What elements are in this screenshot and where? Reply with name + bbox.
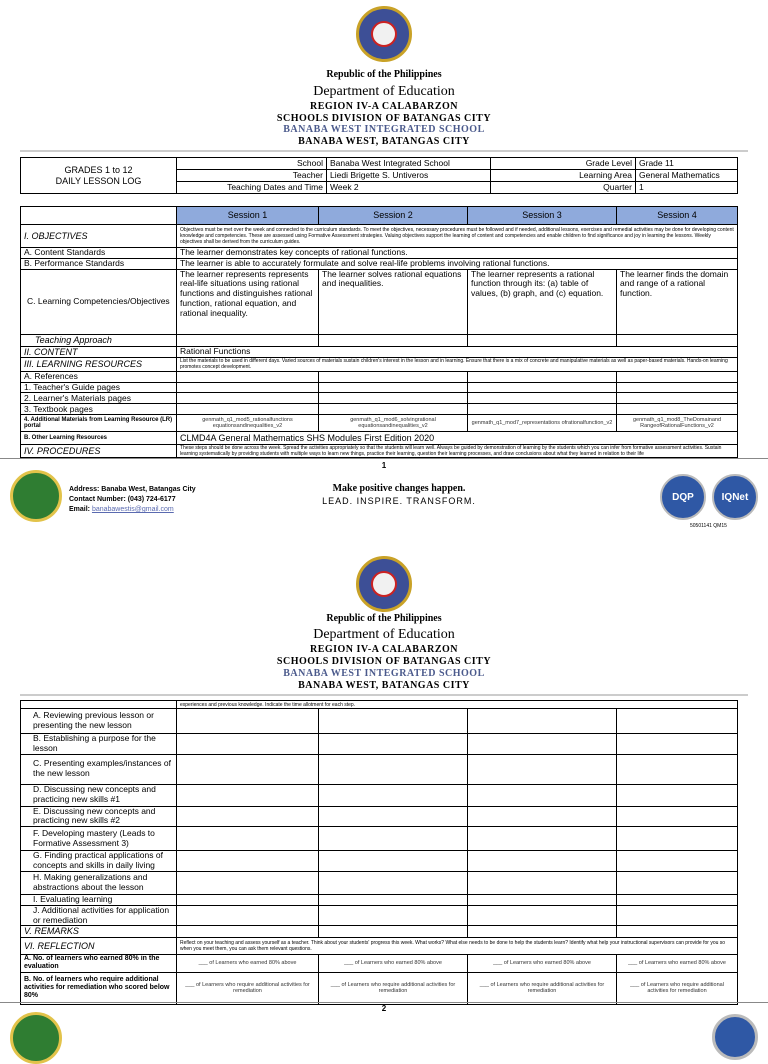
blank-cell [21, 207, 177, 225]
teacher-label: Teacher [177, 170, 327, 182]
divider [20, 694, 748, 696]
references-label: A. References [21, 371, 177, 382]
content-standards-value: The learner demonstrates key concepts of rational functions. [177, 248, 738, 259]
remarks-heading: V. REMARKS [21, 926, 177, 937]
procedure-step: A. Reviewing previous lesson or presenting the new lesson [21, 709, 177, 734]
reflection-a-value: ___ of Learners who earned 80% above [468, 954, 617, 972]
lr-material: genmath_q1_mod8_TheDomainand RangeofRationalFunctions_v2 [617, 415, 738, 432]
department-title: Department of Education [313, 627, 455, 642]
additional-materials-label: 4. Additional Materials from Learning Resource (LR) portal [21, 415, 177, 432]
lesson-info-table [20, 157, 738, 194]
page-number: 1 [381, 461, 387, 470]
objectives-note: Objectives must be met over the week and connected to the curriculum standards. To meet the objectives, necessary procedures must be followed and if needed, additional lessons, exercises and remedial activities may be done for developing content knowledge and competencies. These are assessed using Formative Assessment strategies. Valuing objectives support the learning of content and competencies and enable children to find significance and joy in learning the lessons. Weekly objectives shall be derived from the curriculum guides. [177, 225, 738, 248]
school-label: School [177, 158, 327, 170]
teacher-value: Liedi Brigette S. Untiveros [327, 170, 491, 182]
learners-materials-label: 2. Learner's Materials pages [21, 393, 177, 404]
competency-value: The learner solves rational equations and inequalities. [319, 269, 468, 334]
procedure-step: H. Making generalizations and abstractions about the lesson [21, 872, 177, 895]
procedure-step: I. Evaluating learning [21, 895, 177, 906]
lesson-log-table [20, 206, 738, 458]
approach-label: Teaching Approach [21, 334, 177, 346]
procedure-step: F. Developing mastery (Leads to Formative Assessment 3) [21, 827, 177, 851]
reflection-a-value: ___ of Learners who earned 80% above [319, 954, 468, 972]
procedure-step: G. Finding practical applications of concepts and skills in daily living [21, 851, 177, 872]
reflection-a-value: ___ of Learners who earned 80% above [177, 954, 319, 972]
resources-heading: III. LEARNING RESOURCES [21, 357, 177, 371]
objectives-heading: I. OBJECTIVES [21, 225, 177, 248]
division-text: SCHOOLS DIVISION OF BATANGAS CITY [276, 113, 492, 124]
other-resources-label: B. Other Learning Resources [21, 432, 177, 445]
grade-value: Grade 11 [636, 158, 738, 170]
quarter-label: Quarter [491, 182, 636, 194]
republic-text: Republic of the Philippines [326, 613, 442, 624]
competency-value: The learner represents a rational function through its: (a) table of values, (b) graph, and (c) equation. [468, 269, 617, 334]
lr-material: genmath_q1_mod7_representations ofrationalfunction_v2 [468, 415, 617, 432]
reflection-b-value: ___ of Learners who require additional activities for remediation [468, 972, 617, 1004]
competency-value: The learner finds the domain and range of a rational function. [617, 269, 738, 334]
iqnet-badge [712, 1014, 758, 1060]
procedure-step: B. Establishing a purpose for the lesson [21, 734, 177, 755]
lr-material: genmath_q1_mod5_rationalfunctions equationsandinequalities_v2 [177, 415, 319, 432]
dates-value: Week 2 [327, 182, 491, 194]
session-header: Session 2 [319, 207, 468, 225]
school-name: BANABA WEST INTEGRATED SCHOOL [283, 668, 485, 679]
competencies-label: C. Learning Competencies/Objectives [21, 269, 177, 334]
school-name: BANABA WEST INTEGRATED SCHOOL [283, 124, 485, 135]
cert-code: 50501141 QM15 [690, 523, 727, 529]
address: Address: Banaba West, Batangas City [69, 486, 196, 493]
deped-seal [356, 556, 412, 612]
email-label: Email: [69, 506, 92, 514]
procedures-note: These steps should be done across the week. Spread the activities appropriately so that the students will learn well. Always be guided by demonstration of learning by the students which you can infer from formative assessment activities. Sustain learning systematically by providing students with multiple ways to learn new things, practice their learning, question their learning processes, and draw conclusions about what they learned in relation to their life [177, 445, 738, 458]
region-text: REGION IV-A CALABARZON [309, 644, 459, 655]
motto: Make positive changes happen. [332, 483, 466, 494]
session-header: Session 1 [177, 207, 319, 225]
contact-number: Contact Number: (043) 724-6177 [69, 496, 176, 504]
quarter-value: 1 [636, 182, 738, 194]
lr-material: genmath_q1_mod6_solvingrational equationsandinequalities_v2 [319, 415, 468, 432]
resources-note: List the materials to be used in different days. Varied sources of materials sustain children's interest in the lesson and in learning. Ensure that there is a mix of concrete and manipulative materials as well as paper-based materials. Hands-on learning promotes concept development. [177, 357, 738, 371]
division-text: SCHOOLS DIVISION OF BATANGAS CITY [276, 656, 492, 667]
session-header: Session 3 [468, 207, 617, 225]
other-resources-value: CLMD4A General Mathematics SHS Modules First Edition 2020 [177, 432, 738, 445]
reflection-b-value: ___ of Learners who require additional activities for remediation [177, 972, 319, 1004]
reflection-b-label: B. No. of learners who require additional activities for remediation who scored below 80% [21, 972, 177, 1004]
procedure-step: C. Presenting examples/instances of the new lesson [21, 754, 177, 784]
performance-standards-label: B. Performance Standards [21, 258, 177, 269]
content-value: Rational Functions [177, 346, 738, 357]
procedures-note-continued: experiences and previous knowledge. Indicate the time allotment for each step. [177, 701, 738, 709]
tagline: LEAD. INSPIRE. TRANSFORM. [322, 496, 476, 506]
email-link[interactable]: banabawestis@gmail.com [91, 506, 174, 514]
school-location: BANABA WEST, BATANGAS CITY [298, 680, 470, 691]
procedure-step: D. Discussing new concepts and practicing new skills #1 [21, 784, 177, 806]
area-value: General Mathematics [636, 170, 738, 182]
deped-seal [356, 6, 412, 62]
school-value: Banaba West Integrated School [327, 158, 491, 170]
procedure-step: E. Discussing new concepts and practicing new skills #2 [21, 806, 177, 827]
content-standards-label: A. Content Standards [21, 248, 177, 259]
republic-text: Republic of the Philippines [326, 69, 442, 80]
footer-divider [0, 458, 768, 459]
reflection-a-label: A. No. of learners who earned 80% in the evaluation [21, 954, 177, 972]
department-title: Department of Education [313, 84, 455, 99]
content-heading: II. CONTENT [21, 346, 177, 357]
performance-standards-value: The learner is able to accurately formulate and solve real-life problems involving rational functions. [177, 258, 738, 269]
dates-label: Teaching Dates and Time [177, 182, 327, 194]
iqnet-badge: IQNet [712, 474, 758, 520]
school-location: BANABA WEST, BATANGAS CITY [298, 136, 470, 147]
reflection-note: Reflect on your teaching and assess yourself as a teacher. Think about your students' progress this week. What works? What else needs to be done to help the students learn? Identify what help your instructional supervisors can provide for you so when you meet them, you can ask them relevant questions. [177, 937, 738, 954]
school-logo [10, 1012, 62, 1064]
teachers-guide-label: 1. Teacher's Guide pages [21, 382, 177, 393]
footer-divider [0, 1002, 768, 1003]
procedures-heading: IV. PROCEDURES [21, 445, 177, 458]
competency-value: The learner represents represents real-life situations using rational functions and distinguishes rational function, rational equation, and rational inequality. [177, 269, 319, 334]
reflection-a-value: ___ of Learners who earned 80% above [617, 954, 738, 972]
procedures-table [20, 700, 738, 1005]
textbook-label: 3. Textbook pages [21, 404, 177, 415]
reflection-heading: VI. REFLECTION [21, 937, 177, 954]
procedure-step: J. Additional activities for application or remediation [21, 905, 177, 926]
log-title: GRADES 1 to 12 DAILY LESSON LOG [21, 158, 177, 194]
region-text: REGION IV-A CALABARZON [309, 101, 459, 112]
page-number: 2 [381, 1004, 387, 1013]
divider [20, 150, 748, 152]
area-label: Learning Area [491, 170, 636, 182]
session-header: Session 4 [617, 207, 738, 225]
certification-badge: DQP [660, 474, 706, 520]
grade-label: Grade Level [491, 158, 636, 170]
reflection-b-value: ___ of Learners who require additional activities for remediation [617, 972, 738, 1004]
reflection-b-value: ___ of Learners who require additional activities for remediation [319, 972, 468, 1004]
